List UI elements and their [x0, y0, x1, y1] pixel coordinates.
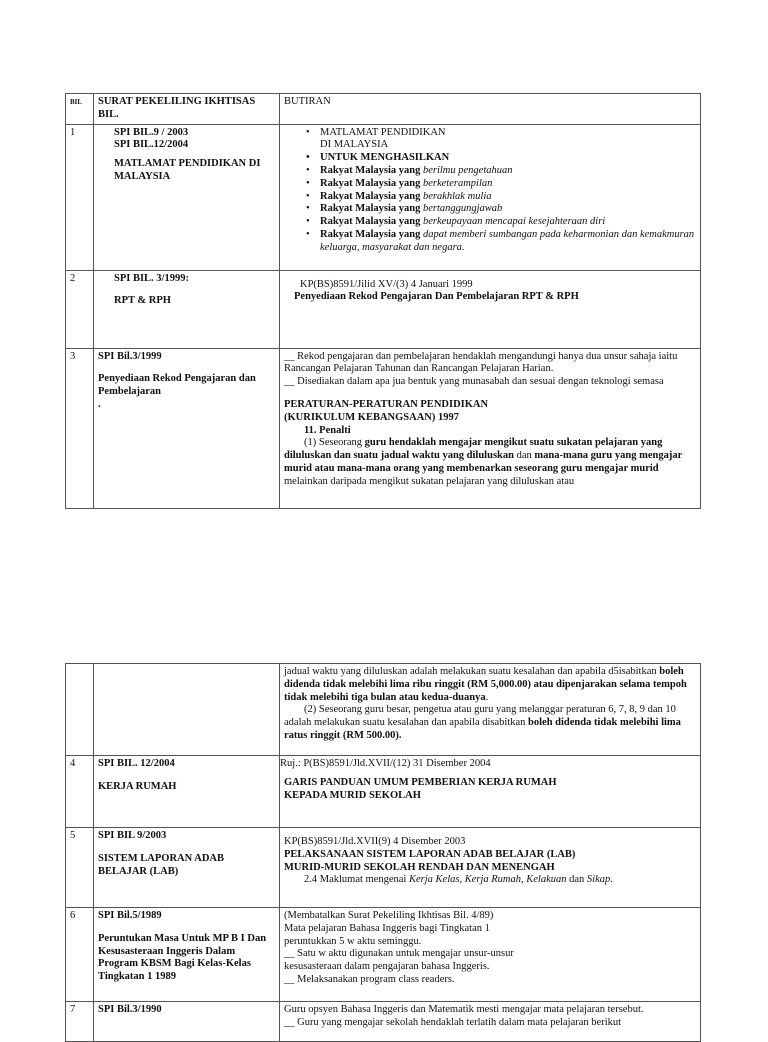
circular-title: RPT & RPH — [114, 295, 171, 307]
details-cell — [280, 756, 701, 828]
circular-title: KERJA RUMAH — [98, 780, 177, 792]
policy-table-top — [65, 93, 701, 509]
circular-cell — [94, 756, 280, 828]
circular-ref: SPI Bil.3/1990 — [98, 1004, 162, 1015]
details-paragraph: kesusasteraan dalam pengajaran bahasa Inggeris. — [284, 961, 490, 973]
row-number: 4 — [66, 756, 94, 828]
row-number: 7 — [66, 1002, 94, 1042]
circular-cell — [94, 270, 280, 348]
circular-cell — [94, 348, 280, 508]
table-row — [66, 664, 701, 756]
details-paragraph: jadual waktu yang diluluskan adalah melakukan suatu kesalahan dan apabila d5isabitkan boleh didenda tidak melebihi lima ribu ringgit (RM 5,000.00) atau dipenjarakan selama tempoh tidak melebihi tiga bulan atau kedua-duanya. — [284, 666, 687, 703]
regulation-section: 11. Penalti — [304, 424, 351, 436]
table-row — [66, 270, 701, 348]
details-paragraph: 2.4 Maklumat mengenai Kerja Kelas, Kerja Rumah, Kelakuan dan Sikap. — [304, 874, 613, 886]
details-paragraph: __ Melaksanakan program class readers. — [284, 973, 455, 985]
header-bil: BIL — [66, 94, 94, 125]
circular-cell — [94, 664, 280, 756]
details-cell — [280, 270, 701, 348]
circular-cell — [94, 908, 280, 1002]
circular-ref: SPI BIL.12/2004 — [114, 139, 189, 151]
details-title: GARIS PANDUAN UMUM PEMBERIAN KERJA RUMAH — [284, 776, 557, 788]
goals-list — [284, 127, 696, 255]
table-row — [66, 348, 701, 508]
table-row — [66, 124, 701, 270]
list-item: • Rakyat Malaysia yang berkeupayaan mencapai kesejahteraan diri — [320, 216, 696, 229]
details-paragraph: (1) Seseorang guru hendaklah mengajar mengikut suatu sukatan pelajaran yang diluluskan dan suatu jadual waktu yang diluluskan dan mana-mana guru yang mengajar murid atau mana-mana orang yang membenarkan seseorang guru mengajar murid melainkan daripada mengikut sukatan pelajaran yang diluluskan atau — [284, 437, 683, 487]
list-item: • Rakyat Malaysia yang bertanggungjawab — [320, 203, 696, 216]
circular-dot: . — [98, 398, 101, 410]
circular-title: Penyediaan Rekod Pengajaran dan Pembelajaran — [98, 373, 256, 398]
details-paragraph: __ Disediakan dalam apa jua bentuk yang munasabah dan sesuai dengan teknologi semasa — [284, 376, 664, 388]
regulation-heading: (KURIKULUM KEBANGSAAN) 1997 — [284, 411, 460, 423]
circular-title: SISTEM LAPORAN ADAB BELAJAR (LAB) — [98, 852, 225, 877]
regulation-heading: PERATURAN-PERATURAN PENDIDIKAN — [284, 398, 489, 410]
reference-line: Ruj.: P(BS)8591/Jld.XVII/(12) 31 Disember 2004 — [280, 758, 491, 769]
details-cell — [280, 908, 701, 1002]
circular-ref: SPI BIL 9/2003 — [98, 830, 167, 841]
details-paragraph: (Membatalkan Surat Pekeliling Ikhtisas Bil. 4/89) — [284, 910, 494, 921]
list-item: • Rakyat Malaysia yang dapat memberi sumbangan pada keharmonian dan kemakmuran keluarga, masyarakat dan negara. — [320, 229, 696, 255]
details-title: MURID-MURID SEKOLAH RENDAH DAN MENENGAH — [284, 861, 555, 873]
circular-title: MATLAMAT PENDIDIKAN DI MALAYSIA — [114, 158, 261, 182]
list-item: • Rakyat Malaysia yang berakhlak mulia — [320, 191, 696, 204]
row-number: 2 — [66, 270, 94, 348]
header-butiran: BUTIRAN — [280, 94, 701, 125]
details-cell — [280, 1002, 701, 1042]
details-cell — [280, 124, 701, 270]
circular-ref: SPI BIL. 3/1999: — [114, 272, 189, 284]
details-title: Penyediaan Rekod Pengajaran Dan Pembelajaran RPT & RPH — [294, 291, 579, 303]
row-number: 1 — [66, 124, 94, 270]
table-row — [66, 756, 701, 828]
details-paragraph: __ Satu w aktu digunakan untuk mengajar unsur-unsur — [284, 948, 514, 960]
header-surat: SURAT PEKELILING IKHTISAS BIL. — [94, 94, 280, 125]
list-item: • UNTUK MENGHASILKAN — [320, 152, 696, 165]
details-cell — [280, 828, 701, 908]
table-row — [66, 1002, 701, 1042]
details-paragraph: (2) Seseorang guru besar, pengetua atau guru yang melanggar peraturan 6, 7, 8, 9 dan 10 adalah melakukan suatu kesalahan dan apabila disabitkan boleh didenda tidak melebihi lima ratus ringgit (RM 500.00). — [284, 704, 681, 741]
circular-cell — [94, 124, 280, 270]
circular-ref: SPI BIL. 12/2004 — [98, 758, 175, 769]
circular-title: Peruntukan Masa Untuk MP B I Dan Kesusasteraan Inggeris Dalam Program KBSM Bagi Kelas-Kelas Tingkatan 1 1989 — [98, 932, 267, 983]
table-row — [66, 828, 701, 908]
details-title: PELAKSANAAN SISTEM LAPORAN ADAB BELAJAR (LAB) — [284, 848, 576, 860]
reference-line: KP(BS)8591/Jilid XV/(3) 4 Januari 1999 — [300, 278, 473, 290]
circular-ref: SPI Bil.3/1999 — [98, 350, 162, 362]
details-paragraph: __ Rekod pengajaran dan pembelajaran hendaklah mengandungi hanya dua unsur sahaja iaitu Rancangan Pelajaran Tahunan dan Rancangan Pelajaran Harian. — [284, 350, 678, 375]
details-paragraph: __ Guru yang mengajar sekolah hendaklah terlatih dalam mata pelajaran berikut — [284, 1016, 622, 1028]
row-number: 5 — [66, 828, 94, 908]
table-row — [66, 908, 701, 1002]
table-header-row — [66, 94, 701, 125]
row-number: 3 — [66, 348, 94, 508]
details-paragraph: Guru opsyen Bahasa Inggeris dan Matematik mesti mengajar mata pelajaran tersebut. — [284, 1004, 644, 1015]
circular-ref: SPI Bil.5/1989 — [98, 910, 162, 921]
details-paragraph: peruntukkan 5 w aktu seminggu. — [284, 935, 422, 947]
circular-ref: SPI BIL.9 / 2003 — [114, 126, 189, 138]
details-cell — [280, 664, 701, 756]
details-title: KEPADA MURID SEKOLAH — [284, 789, 421, 801]
details-cell — [280, 348, 701, 508]
list-item: • Rakyat Malaysia yang berketerampilan — [320, 178, 696, 191]
details-paragraph: Mata pelajaran Bahasa Inggeris bagi Tingkatan 1 — [284, 922, 490, 934]
circular-cell — [94, 1002, 280, 1042]
list-item: • MATLAMAT PENDIDIKAN DI MALAYSIA — [320, 127, 696, 153]
policy-table-bottom — [65, 663, 701, 1042]
row-number — [66, 664, 94, 756]
list-item: • Rakyat Malaysia yang berilmu pengetahuan — [320, 165, 696, 178]
reference-line: KP(BS)8591/Jld.XVII(9) 4 Disember 2003 — [284, 836, 466, 847]
circular-cell — [94, 828, 280, 908]
row-number: 6 — [66, 908, 94, 1002]
